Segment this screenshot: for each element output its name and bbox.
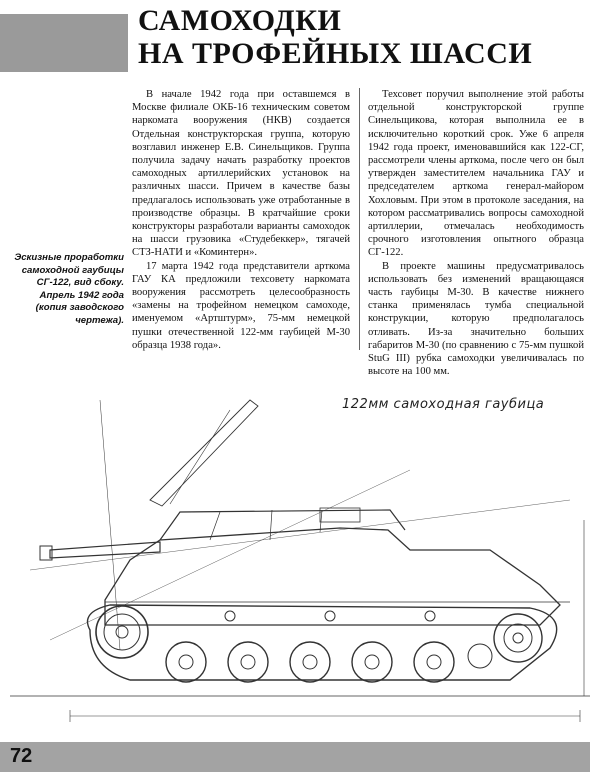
paragraph: В начале 1942 года при оставшемся в Москве филиале ОКБ-16 техническим советом наркомата вооружения (НКВ) создается Отдельная конструкторская группа, которую возглавил инженер Е.В. Синельщиков. Группа получила задачу начать разработку проектов самоходных артиллерийских установок на различных шасси. Причем в качестве базы предлагалось использовать уже отработанные в производстве образцы. В кратчайшие сроки конструкторы разработали варианты самоходок на шасси грузовика «Студебеккер», тягачей СТЗ-НАТИ и «Коминтерн». bbox=[132, 89, 350, 259]
drawing-label: 122мм самоходная гаубица bbox=[342, 397, 545, 412]
text-column-left bbox=[132, 88, 350, 352]
page-number: 72 bbox=[10, 745, 33, 767]
column-divider bbox=[359, 88, 360, 350]
paragraph: В проекте машины предусматривалось использовать без изменений вращающаяся часть гаубицы М-30. В качестве нижнего станка применялась тумба специальной конструкции, которую предполагалось отливать. Из-за значительно больших габаритов М-30 (по сравнению с 75-мм пушкой StuG III) рубка самоходки увеличивалась по высоте на 100 мм. bbox=[368, 260, 584, 378]
text-column-right bbox=[368, 88, 584, 378]
article-title bbox=[138, 4, 532, 70]
title-line-1: САМОХОДКИ bbox=[138, 4, 342, 37]
footer-gray-bar bbox=[0, 742, 590, 772]
paragraph: 17 марта 1942 года представители арткома ГАУ КА предложили техсовету наркомата вооружения рассмотреть целесообразность «замены на трофейном немецком самоходе, именуемом «Артштурм», 75-мм немецкой пушки отечественной 122-мм гаубицей М-30 образца 1938 года». bbox=[132, 260, 350, 351]
technical-drawing bbox=[10, 380, 590, 730]
paragraph: Техсовет поручил выполнение этой работы отдельной конструкторской группе Синельщикова, которая выполнила ее в исключительно короткий срок. Уже 6 апреля 1942 года проект, именовавшийся как 122-СГ, рассмотрели члены арткома, после чего он был утвержден заместителем начальника ГАУ и председателем арткома генерал-майором Хохловым. При этом в протоколе заседания, на котором рассматривались вопросы самоходной артиллерии, отмечалась необходимость срочного изготовления опытного образца СГ-122. bbox=[368, 89, 584, 259]
header-gray-bar bbox=[0, 14, 128, 72]
title-line-2: НА ТРОФЕЙНЫХ ШАССИ bbox=[138, 37, 533, 70]
figure-caption: Эскизные проработки самоходной гаубицы СГ-122, вид сбоку. Апрель 1942 года (копия заводского чертежа). bbox=[14, 252, 124, 326]
